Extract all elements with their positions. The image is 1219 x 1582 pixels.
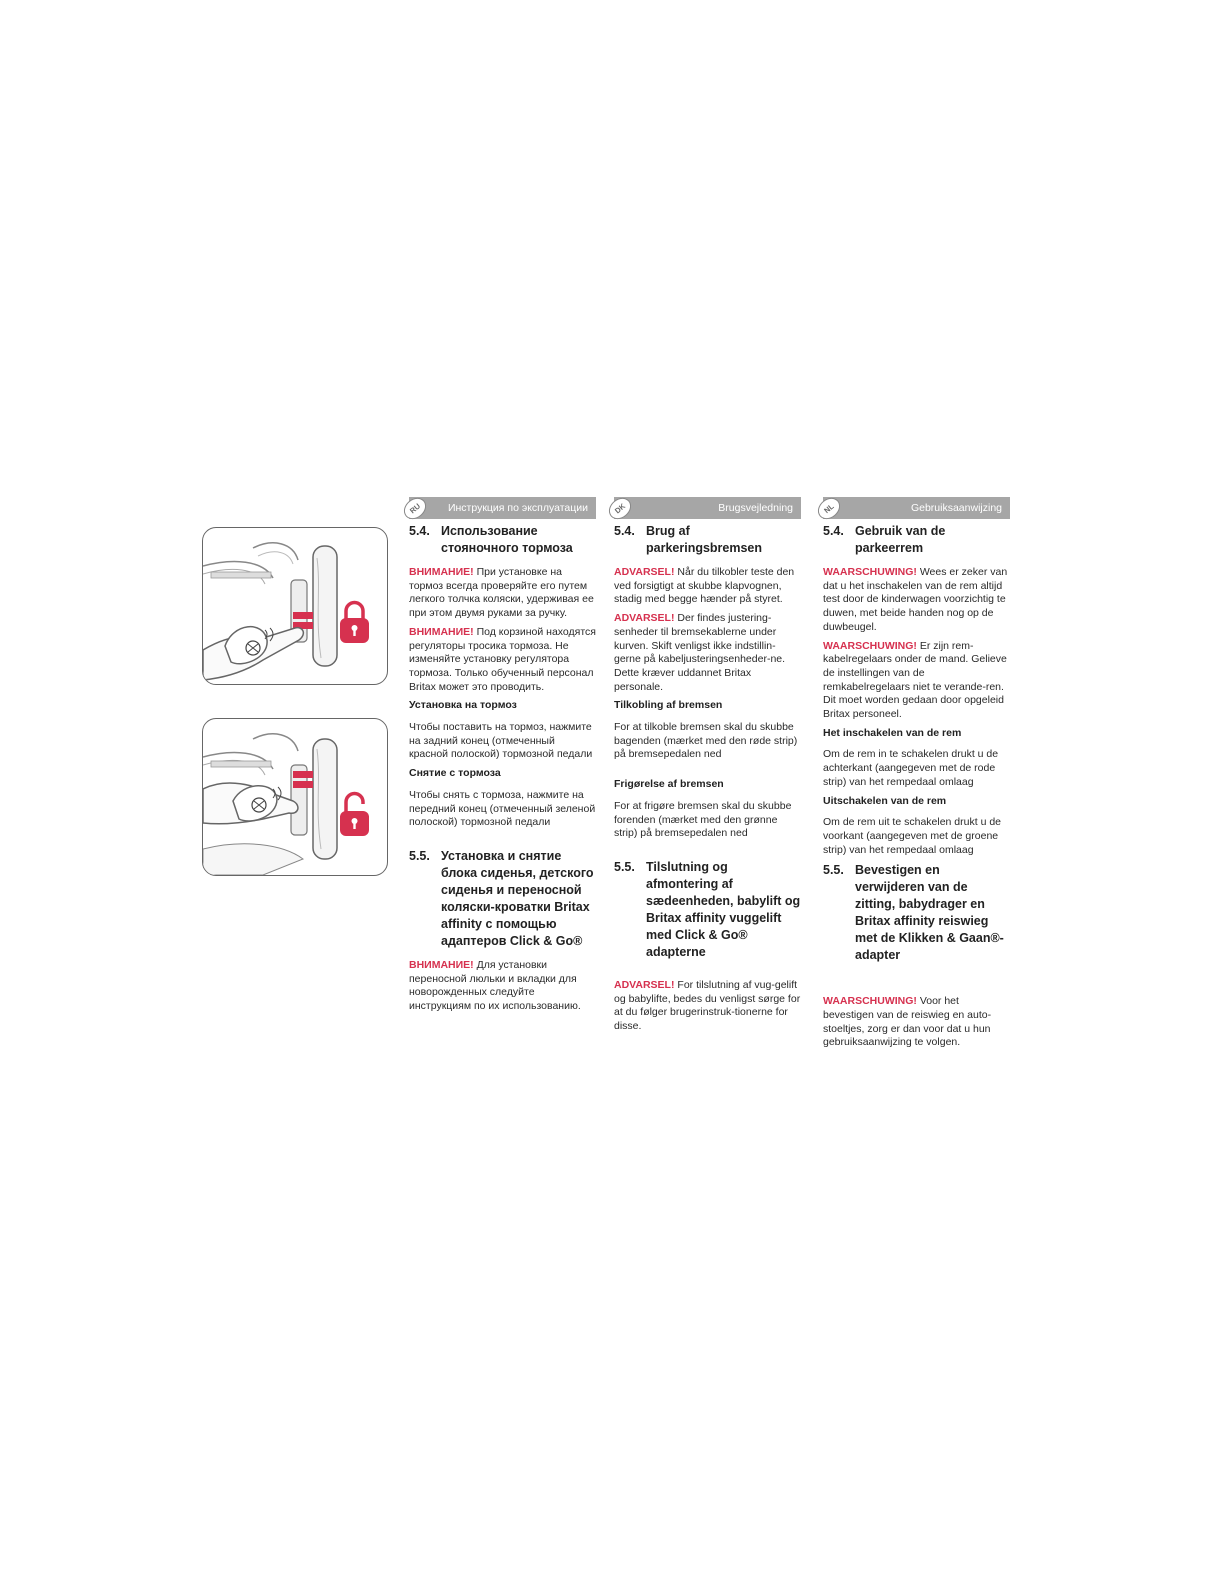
- section-number: 5.5.: [409, 848, 430, 863]
- warning-label: ADVARSEL!: [614, 566, 675, 578]
- language-header-bar: [823, 497, 1010, 519]
- warning-text: Når du tilkobler teste den ved forsigtigt at skubbe klapvognen, stadig med begge hænder på styret.: [614, 566, 795, 606]
- padlock-unlocked-icon: [203, 719, 387, 875]
- language-header-bar: [409, 497, 596, 519]
- subheading: Frigørelse af bremsen: [614, 778, 724, 791]
- section-title: Gebruik van de parkeerrem: [855, 524, 946, 555]
- warning-paragraph: [409, 566, 596, 621]
- warning-text: При установке на тормоз всегда проверяйте его путем легкого толчка коляски, удерживая ее при этом двумя руками за ручку.: [409, 566, 594, 620]
- warning-label: WAARSCHUWING!: [823, 995, 917, 1008]
- brake-engage-illustration: [202, 527, 388, 685]
- section-heading: [614, 859, 801, 961]
- section-number: 5.4.: [614, 524, 635, 538]
- subheading: Установка на тормоз: [409, 699, 517, 712]
- section-heading: [409, 848, 596, 950]
- section-title: Bevestigen en verwijderen van de zitting, babydrager en Britax affinity reiswieg met de Klikken & Gaan®-adapter: [855, 863, 1004, 963]
- warning-label: ВНИМАНИЕ!: [409, 566, 474, 578]
- warning-label: ВНИМАНИЕ!: [409, 958, 474, 971]
- body-paragraph: For at tilkoble bremsen skal du skubbe bagenden (mærket med den røde strip) på bremsepedalen ned: [614, 721, 798, 761]
- language-header-bar: [614, 497, 801, 519]
- section-title: Использование стояночного тормоза: [441, 524, 573, 555]
- warning-paragraph: [823, 995, 1010, 1050]
- subheading: Uitschakelen van de rem: [823, 794, 947, 807]
- subheading: Снятие с тормоза: [409, 767, 501, 780]
- warning-text: Der findes justering-senheder til bremsekablerne under kurven. Skift venligst ikke indstillin-gerne på kabeljusteringsenheder-ne. Dette kræver uddannet Britax personale.: [614, 612, 786, 693]
- warning-paragraph: [409, 959, 596, 1014]
- body-paragraph: For at frigøre bremsen skal du skubbe forenden (mærket med den grønne strip) på bremsepedalen ned: [614, 799, 792, 840]
- body-paragraph: Чтобы снять с тормоза, нажмите на передний конец (отмеченный зеленой полоской) тормозной педали: [409, 788, 596, 829]
- warning-label: ADVARSEL!: [614, 612, 675, 625]
- warning-paragraph: [823, 640, 1010, 722]
- language-title: Brugsvejledning: [718, 502, 793, 514]
- section-number: 5.4.: [409, 524, 430, 538]
- body-paragraph: Чтобы поставить на тормоз, нажмите на задний конец (отмеченный красной полоской) тормозной педали: [409, 721, 593, 761]
- language-badge: RU: [400, 494, 431, 524]
- language-badge: DK: [605, 494, 636, 524]
- language-badge: NL: [814, 494, 845, 524]
- warning-label: ВНИМАНИЕ!: [409, 625, 474, 638]
- warning-paragraph: [823, 566, 1010, 635]
- body-paragraph: Om de rem in te schakelen drukt u de achterkant (aangegeven met de rode strip) van het rempedaal omlaag: [823, 748, 999, 788]
- subheading: Tilkobling af bremsen: [614, 699, 723, 712]
- language-title: Инструкция по эксплуатации: [447, 502, 588, 514]
- section-heading: [823, 862, 1010, 964]
- warning-text: Voor het bevestigen van de reiswieg en auto-stoeltjes, zorg er dan voor dat u hun gebruiksaanwijzing te volgen.: [823, 995, 992, 1049]
- warning-text: Под корзиной находятся регуляторы тросика тормоза. Не изменяйте установку регулятора тормоза. Только обученный персонал Britax может это проводить.: [409, 625, 596, 693]
- warning-text: Er zijn rem-kabelregelaars onder de mand. Gelieve de instellingen van de remkabelregelaars niet te verande-ren. Dit moet worden gedaan door opgeleid Britax personeel.: [823, 639, 1007, 721]
- section-title: Tilslutning og afmontering af sædeenheden, babylift og Britax affinity vuggelift med Click & Go® adapterne: [646, 859, 801, 959]
- warning-text: Для установки переносной люльки и вкладки для новорожденных следуйте инструкциям по их использованию.: [409, 958, 581, 1013]
- brake-release-illustration: [202, 718, 388, 876]
- column-nl: [823, 497, 1010, 1055]
- section-heading: [614, 523, 801, 557]
- padlock-locked-icon: [203, 528, 387, 684]
- warning-paragraph: [614, 979, 801, 1034]
- warning-label: WAARSCHUWING!: [823, 566, 917, 578]
- section-number: 5.4.: [823, 524, 844, 538]
- warning-paragraph: [614, 566, 801, 607]
- warning-paragraph: [409, 626, 596, 695]
- section-number: 5.5.: [823, 863, 844, 878]
- subheading: Het inschakelen van de rem: [823, 726, 962, 739]
- section-heading: [409, 523, 596, 557]
- warning-label: WAARSCHUWING!: [823, 639, 917, 652]
- warning-text: For tilslutning af vug-gelift og babylifte, bedes du venligst sørge for at du følger brugerinstruk-tionerne for disse.: [614, 978, 801, 1033]
- body-paragraph: Om de rem uit te schakelen drukt u de voorkant (aangegeven met de groene strip) van het rempedaal omlaag: [823, 816, 1002, 856]
- section-number: 5.5.: [614, 859, 635, 874]
- language-title: Gebruiksaanwijzing: [910, 502, 1002, 514]
- column-dk: [614, 497, 801, 1039]
- section-title: Brug af parkeringsbremsen: [646, 524, 763, 555]
- warning-paragraph: [614, 612, 801, 694]
- warning-label: ADVARSEL!: [614, 978, 675, 991]
- warning-text: Wees er zeker van dat u het inschakelen van de rem altijd test door de kinderwagen voorzichtig te duwen, met beide handen nog op de duwbeugel.: [823, 566, 1008, 633]
- column-ru: [409, 497, 596, 1019]
- section-title: Установка и снятие блока сиденья, детского сиденья и переносной коляски-кроватки Britax affinity с помощью адаптеров Click & Go®: [441, 848, 594, 948]
- section-heading: [823, 523, 1010, 557]
